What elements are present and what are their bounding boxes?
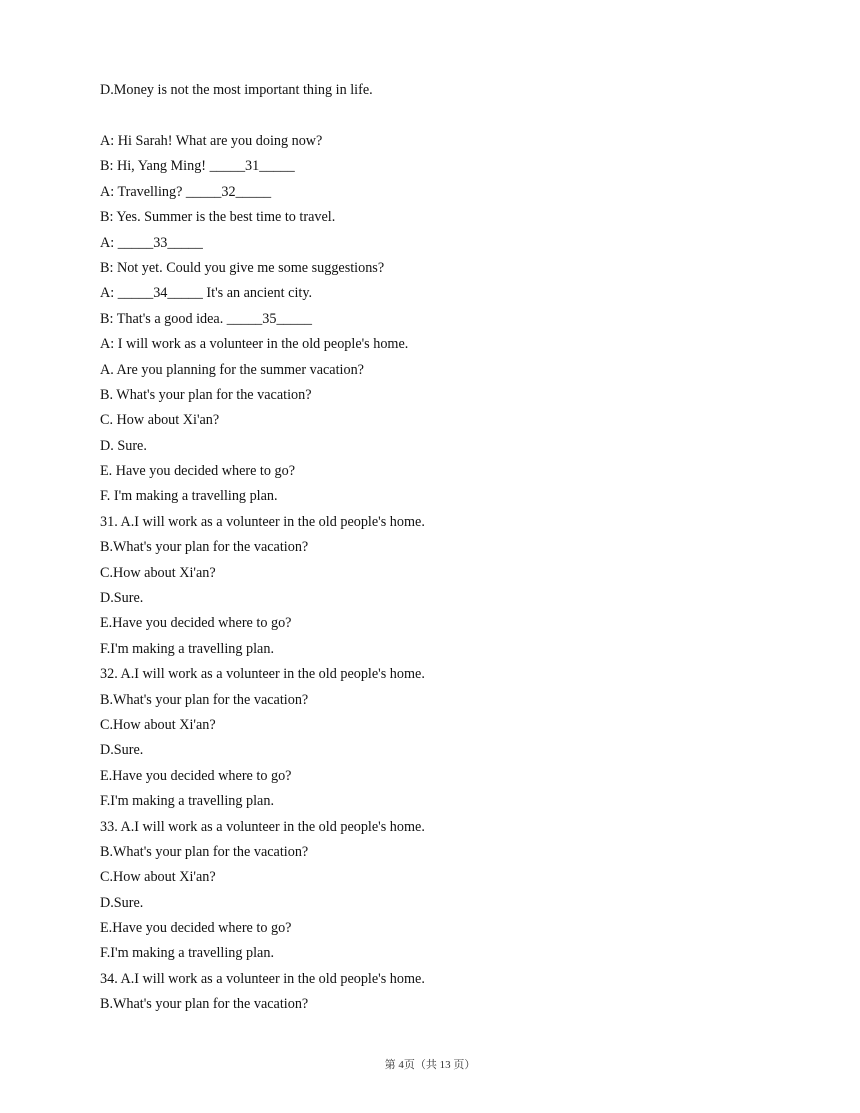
question-33 bbox=[100, 815, 800, 967]
option-list bbox=[100, 358, 800, 510]
question-line: E.Have you decided where to go? bbox=[100, 615, 292, 632]
option-item: D. Sure. bbox=[100, 437, 147, 454]
page-content bbox=[100, 78, 800, 1018]
question-line: B.What's your plan for the vacation? bbox=[100, 996, 309, 1013]
dialogue-line: B: Hi, Yang Ming! _____31_____ bbox=[100, 158, 295, 175]
question-34 bbox=[100, 967, 800, 1018]
question-line: F.I'm making a travelling plan. bbox=[100, 640, 274, 657]
option-item: A. Are you planning for the summer vacation? bbox=[100, 361, 364, 378]
page-footer: 第 4页（共 13 页） bbox=[384, 1059, 476, 1071]
question-line: 31. A.I will work as a volunteer in the old people's home. bbox=[100, 513, 425, 530]
dialogue-line: A: Travelling? _____32_____ bbox=[100, 183, 272, 200]
option-item: B. What's your plan for the vacation? bbox=[100, 386, 312, 403]
dialogue-line: A: I will work as a volunteer in the old people's home. bbox=[100, 336, 409, 353]
dialogue-line: B: Not yet. Could you give me some suggestions? bbox=[100, 259, 385, 276]
option-item: C. How about Xi'an? bbox=[100, 412, 220, 429]
question-line: D.Sure. bbox=[100, 742, 144, 759]
question-line: C.How about Xi'an? bbox=[100, 564, 216, 581]
question-line: C.How about Xi'an? bbox=[100, 716, 216, 733]
intro-option-d: D.Money is not the most important thing in life. bbox=[100, 82, 373, 98]
question-line: B.What's your plan for the vacation? bbox=[100, 539, 309, 556]
question-line: 33. A.I will work as a volunteer in the old people's home. bbox=[100, 818, 425, 835]
paragraph-gap bbox=[100, 103, 800, 129]
option-item: E. Have you decided where to go? bbox=[100, 463, 296, 480]
question-line: F.I'm making a travelling plan. bbox=[100, 793, 274, 810]
question-31 bbox=[100, 510, 800, 662]
dialogue-line: B: That's a good idea. _____35_____ bbox=[100, 310, 312, 327]
question-32 bbox=[100, 662, 800, 814]
question-line: D.Sure. bbox=[100, 894, 144, 911]
question-line: 34. A.I will work as a volunteer in the old people's home. bbox=[100, 970, 425, 987]
dialogue-line: A: Hi Sarah! What are you doing now? bbox=[100, 132, 323, 149]
question-line: E.Have you decided where to go? bbox=[100, 920, 292, 937]
dialogue-line: B: Yes. Summer is the best time to travel. bbox=[100, 209, 336, 226]
dialogue-line: A: _____34_____ It's an ancient city. bbox=[100, 285, 313, 302]
question-line: D.Sure. bbox=[100, 590, 144, 607]
question-line: F.I'm making a travelling plan. bbox=[100, 945, 274, 962]
dialogue bbox=[100, 129, 800, 358]
dialogue-line: A: _____33_____ bbox=[100, 234, 203, 251]
option-item: F. I'm making a travelling plan. bbox=[100, 488, 278, 505]
question-line: B.What's your plan for the vacation? bbox=[100, 843, 309, 860]
question-line: B.What's your plan for the vacation? bbox=[100, 691, 309, 708]
question-line: 32. A.I will work as a volunteer in the old people's home. bbox=[100, 666, 425, 683]
question-line: E.Have you decided where to go? bbox=[100, 767, 292, 784]
question-line: C.How about Xi'an? bbox=[100, 869, 216, 886]
